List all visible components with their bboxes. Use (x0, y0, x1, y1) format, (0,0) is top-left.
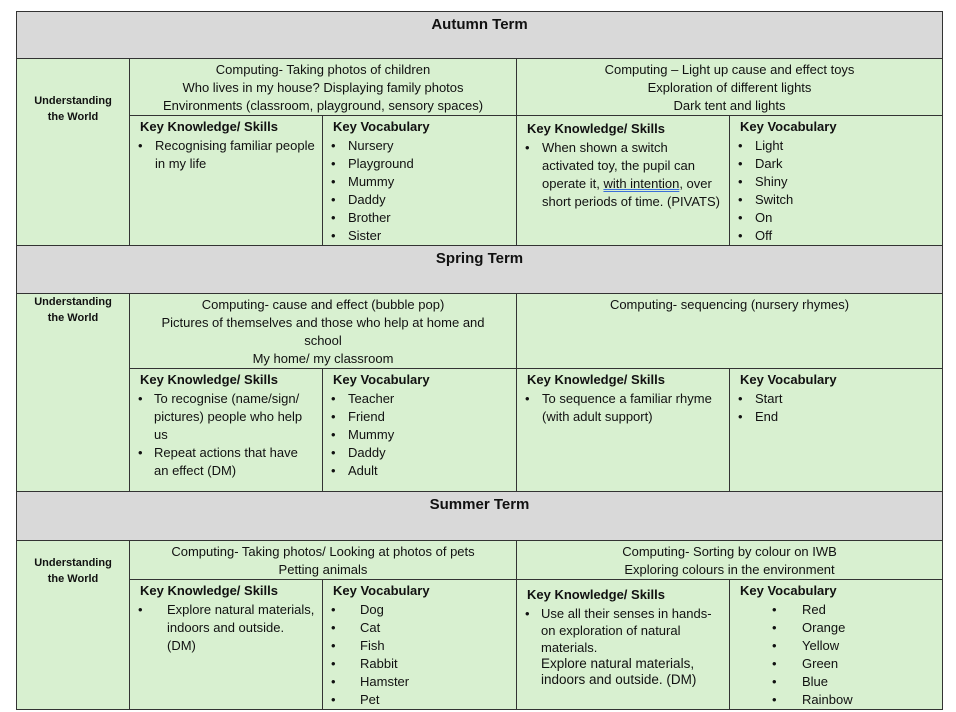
vocabulary-heading: Key Vocabulary (740, 583, 837, 598)
summer-right-vocab-cell (730, 580, 943, 710)
summer-header-row (17, 492, 943, 541)
summer-right-topic (517, 541, 943, 580)
summer-left-topic-line: Computing- Taking photos/ Looking at photos of pets (171, 544, 475, 559)
vocabulary-item: • Sister (323, 227, 516, 245)
autumn-term-title: Autumn Term (17, 12, 943, 59)
summer-term-title: Summer Term (17, 492, 943, 541)
spring-right-vocab-cell (730, 369, 943, 492)
vocabulary-item: • Red (730, 601, 942, 619)
vocabulary-item: • Shiny (730, 173, 942, 191)
vocabulary-item: • Teacher (323, 390, 516, 408)
spring-left-topic-line: Pictures of themselves and those who help at home and school (161, 315, 485, 348)
knowledge-item: • Use all their senses in hands-on exploration of natural materials. (517, 605, 729, 656)
vocabulary-item: • Hamster (323, 673, 516, 691)
knowledge-heading: Key Knowledge/ Skills (527, 587, 665, 602)
vocabulary-item: • Blue (730, 673, 942, 691)
spring-detail-row (17, 369, 943, 492)
summer-left-topic (130, 541, 517, 580)
vocabulary-item: • Orange (730, 619, 942, 637)
vocabulary-item: • Dog (323, 601, 516, 619)
knowledge-item: • Explore natural materials, indoors and outside. (DM) (130, 601, 322, 655)
vocabulary-item: • End (730, 408, 942, 426)
knowledge-text: , over short periods of time. (PIVATS) (542, 176, 720, 209)
spring-left-knowledge-cell (130, 369, 323, 492)
autumn-right-topic (517, 59, 943, 116)
autumn-left-topic-line: Computing- Taking photos of children (215, 62, 431, 77)
autumn-detail-row (17, 116, 943, 246)
spring-topic-row (17, 294, 943, 369)
autumn-left-topic-line: Who lives in my house? Displaying family photos (182, 80, 464, 95)
vocabulary-item: • Daddy (323, 444, 516, 462)
summer-right-topic-line: Computing- Sorting by colour on IWB (622, 544, 837, 559)
vocabulary-item: • Switch (730, 191, 942, 209)
vocabulary-heading: Key Vocabulary (333, 372, 430, 387)
vocabulary-item: • Mummy (323, 426, 516, 444)
vocabulary-item: • Playground (323, 155, 516, 173)
vocabulary-item: • Off (730, 227, 942, 245)
autumn-side-label: Understanding the World (34, 95, 112, 123)
vocabulary-item: • Light (730, 137, 942, 155)
knowledge-extra-text: Explore natural materials, indoors and outside. (DM) (541, 656, 697, 687)
spring-right-knowledge-cell (517, 369, 730, 492)
spring-left-topic (130, 294, 517, 369)
autumn-header-row (17, 12, 943, 59)
knowledge-item: • To recognise (name/sign/ pictures) people who help us (130, 390, 318, 444)
vocabulary-item: • On (730, 209, 942, 227)
spring-left-topic-line: Computing- cause and effect (bubble pop) (201, 297, 445, 312)
vocabulary-heading: Key Vocabulary (333, 119, 430, 134)
autumn-right-topic-line: Dark tent and lights (673, 98, 786, 113)
vocabulary-item: • Mummy (323, 173, 516, 191)
knowledge-heading: Key Knowledge/ Skills (527, 372, 665, 387)
knowledge-heading: Key Knowledge/ Skills (527, 121, 665, 136)
knowledge-item (517, 139, 729, 211)
spring-right-topic-line: Computing- sequencing (nursery rhymes) (609, 297, 850, 312)
summer-detail-row (17, 580, 943, 710)
vocabulary-item: • Yellow (730, 637, 942, 655)
knowledge-item: • Recognising familiar people in my life (130, 137, 322, 173)
summer-left-topic-line: Petting animals (278, 562, 368, 577)
vocabulary-item: • Nursery (323, 137, 516, 155)
spring-right-topic (517, 294, 943, 369)
vocabulary-item: • Rabbit (323, 655, 516, 673)
knowledge-item: • Repeat actions that have an effect (DM) (130, 444, 318, 480)
summer-left-knowledge-cell (130, 580, 323, 710)
vocabulary-heading: Key Vocabulary (740, 119, 837, 134)
autumn-topic-row (17, 59, 943, 116)
summer-left-vocab-cell (323, 580, 517, 710)
vocabulary-item: • Friend (323, 408, 516, 426)
summer-side-label: Understanding the World (34, 557, 112, 585)
spring-left-vocab-cell (323, 369, 517, 492)
curriculum-table (16, 11, 943, 710)
knowledge-heading: Key Knowledge/ Skills (140, 372, 278, 387)
vocabulary-item: • Daddy (323, 191, 516, 209)
summer-side-cell (17, 541, 130, 710)
autumn-right-knowledge-cell (517, 116, 730, 246)
summer-right-knowledge-cell (517, 580, 730, 710)
curriculum-document (16, 11, 942, 710)
autumn-left-vocab-cell (323, 116, 517, 246)
knowledge-heading: Key Knowledge/ Skills (140, 119, 278, 134)
summer-topic-row (17, 541, 943, 580)
vocabulary-item: • Pet (323, 691, 516, 709)
vocabulary-item: • Green (730, 655, 942, 673)
underlined-text: with intention (603, 176, 680, 191)
autumn-right-topic-line: Exploration of different lights (647, 80, 812, 95)
vocabulary-item: • Brother (323, 209, 516, 227)
knowledge-heading: Key Knowledge/ Skills (140, 583, 278, 598)
vocabulary-heading: Key Vocabulary (740, 372, 837, 387)
autumn-side-cell (17, 59, 130, 246)
spring-term-title: Spring Term (17, 246, 943, 294)
vocabulary-item: • Rainbow (730, 691, 942, 709)
spring-side-cell (17, 294, 130, 492)
spring-side-label: Understanding the World (34, 296, 112, 324)
autumn-left-knowledge-cell (130, 116, 323, 246)
autumn-right-vocab-cell (730, 116, 943, 246)
vocabulary-heading: Key Vocabulary (333, 583, 430, 598)
vocabulary-item: • Dark (730, 155, 942, 173)
vocabulary-item: • Fish (323, 637, 516, 655)
vocabulary-item: • Start (730, 390, 942, 408)
vocabulary-item: • Cat (323, 619, 516, 637)
vocabulary-item: • Adult (323, 462, 516, 480)
spring-header-row (17, 246, 943, 294)
spring-left-topic-line: My home/ my classroom (252, 351, 394, 366)
summer-right-topic-line: Exploring colours in the environment (624, 562, 835, 577)
knowledge-item: • To sequence a familiar rhyme (with adult support) (517, 390, 729, 426)
autumn-left-topic-line: Environments (classroom, playground, sensory spaces) (162, 98, 484, 113)
autumn-right-topic-line: Computing – Light up cause and effect toys (604, 62, 855, 77)
autumn-left-topic (130, 59, 517, 116)
knowledge-text: When shown a switch activated toy, the pupil can operate it, (542, 140, 695, 191)
